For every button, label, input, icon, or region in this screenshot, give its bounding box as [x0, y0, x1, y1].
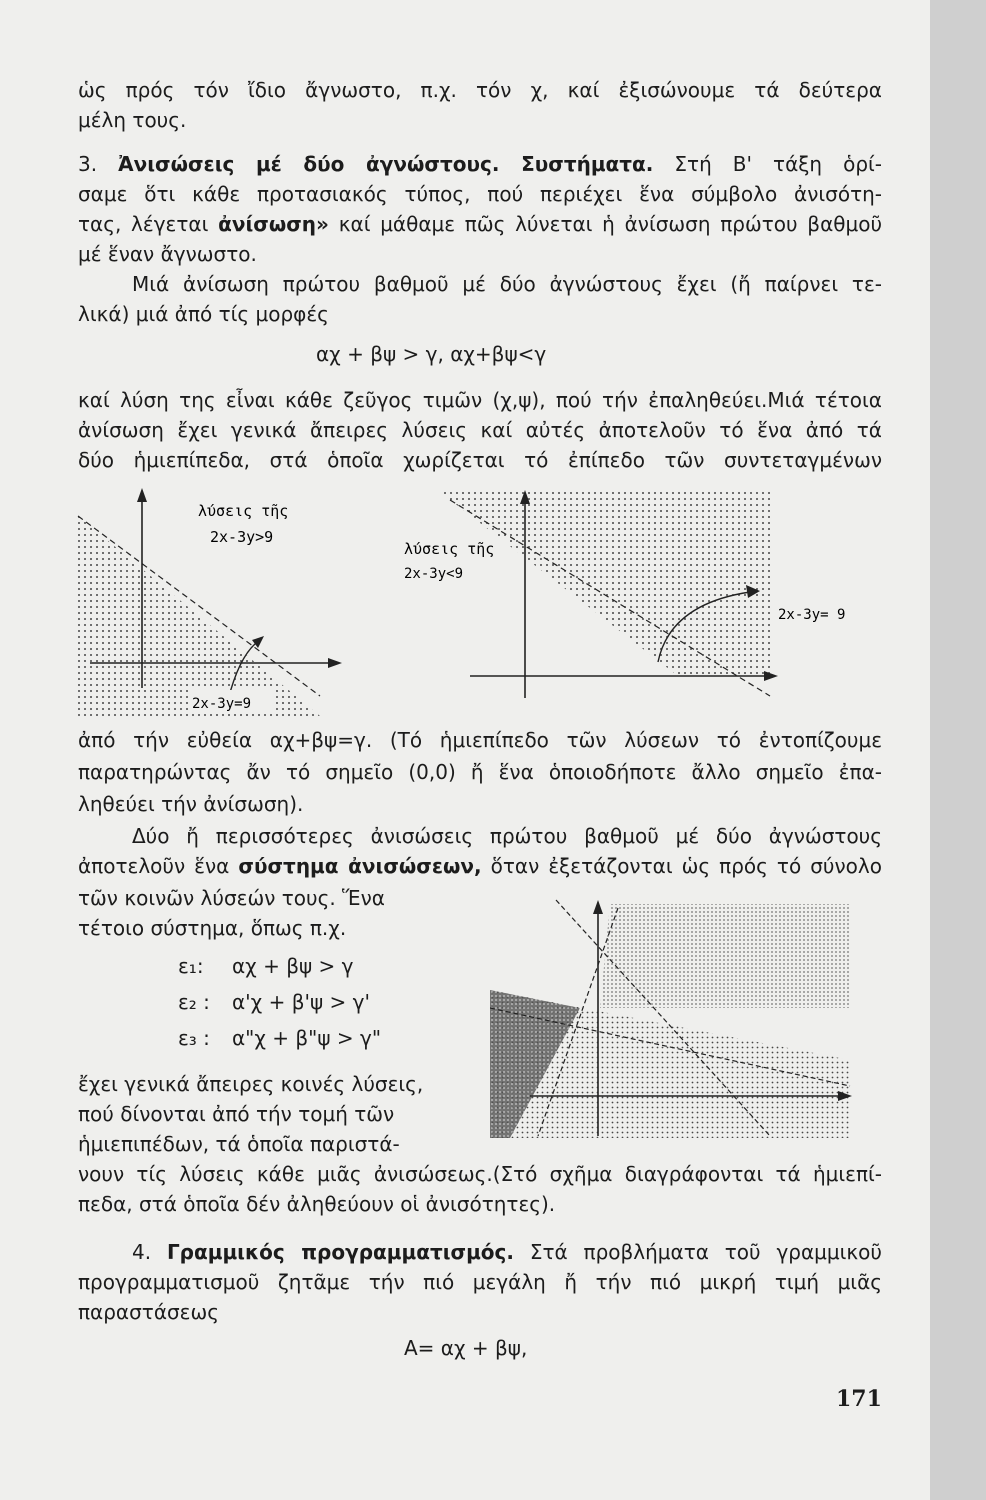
- text-line: μέ ἕναν ἄγνωστο.: [78, 242, 257, 266]
- figure-label: 2x-3y>9: [210, 528, 274, 546]
- section-3-heading-line: [78, 150, 882, 178]
- text-line: δύο ἡμιεπίπεδα, στά ὁποῖα χωρίζεται τό ἐπίπεδο τῶν συντεταγμένων: [78, 448, 882, 472]
- text-line: Δύο ἤ περισσότερες ἀνισώσεις πρώτου βαθμοῦ μέ δύο ἀγνώστους: [132, 824, 882, 848]
- text-line: προγραμματισμοῦ ζητᾶμε τήν πιό μεγάλη ἤ τήν πιό μικρή τιμή μιᾶς: [78, 1270, 882, 1294]
- x-axis-arrow-icon: [764, 671, 778, 681]
- section-number: 3.: [78, 152, 98, 176]
- line-label: 2x-3y=9: [192, 696, 252, 712]
- figure-label: λύσεις τῆς: [404, 540, 495, 558]
- text-line: καί λύση της εἶναι κάθε ζεῦγος τιμῶν (χ,ψ), πού τήν ἐπαληθεύει.Μιά τέτοια: [78, 388, 882, 412]
- right-half-plane-figure: [398, 490, 845, 698]
- text-line: ἔχει γενικά ἄπειρες κοινές λύσεις,: [78, 1072, 424, 1096]
- text-line: πεδα, στά ὁποῖα δέν ἀληθεύουν οἱ ἀνισότητες).: [78, 1192, 556, 1216]
- equation-A: Α= αχ + βψ,: [404, 1336, 528, 1360]
- section-title: Γραμμικός προγραμματισμός.: [166, 1240, 514, 1264]
- text-line: [78, 852, 882, 880]
- text-line: πού δίνονται ἀπό τήν τομή τῶν: [78, 1102, 395, 1126]
- text-line: μέλη τους.: [78, 108, 187, 132]
- text-line: ἡμιεπιπέδων, τά ὁποῖα παριστά-: [78, 1132, 400, 1156]
- system-inequality-e3: α"χ + β"ψ > γ": [232, 1026, 382, 1050]
- pointer-arrow-icon: [252, 636, 264, 648]
- text-fragment: ὅταν ἐξετάζονται ὡς πρός τό σύνολο: [490, 854, 882, 878]
- section-number: 4.: [132, 1240, 152, 1264]
- y-axis-arrow-icon: [593, 900, 603, 914]
- term-bold: ἀνίσωση»: [218, 212, 329, 236]
- text-fragment: τας, λέγεται: [78, 212, 209, 236]
- text-line: ληθεύει τήν ἀνίσωση).: [78, 792, 304, 816]
- system-inequality-e2: α'χ + β'ψ > γ': [232, 990, 370, 1014]
- text-fragment: Στή Β' τάξη ὁρί-: [674, 152, 883, 176]
- system-label-e2: ε₂ :: [178, 990, 210, 1014]
- line-label: 2x-3y= 9: [778, 607, 846, 623]
- page-number: 171: [836, 1386, 882, 1412]
- text-line: νουν τίς λύσεις κάθε μιᾶς ἀνισώσεως.(Στό σχῆμα διαγράφονται τά ἡμιεπί-: [78, 1162, 882, 1186]
- text-line: σαμε ὅτι κάθε προτασιακός τύπος, πού περιέχει ἕνα σύμβολο ἀνισότη-: [78, 182, 882, 206]
- text-line: τῶν κοινῶν λύσεών τους. Ἕνα: [78, 886, 385, 910]
- section-title: Ἀνισώσεις μέ δύο ἀγνώστους. Συστήματα.: [118, 152, 654, 176]
- text-line: τέτοιο σύστημα, ὅπως π.χ.: [78, 916, 347, 940]
- system-inequality-e1: αχ + βψ > γ: [232, 954, 354, 978]
- text-line: Μιά ἀνίσωση πρώτου βαθμοῦ μέ δύο ἀγνώστους ἔχει (ἤ παίρνει τε-: [132, 272, 882, 296]
- text-line: ὡς πρός τόν ἴδιο ἄγνωστο, π.χ. τόν χ, καί ἐξισώνουμε τά δεύτερα: [78, 78, 882, 102]
- text-line: παρατηρώντας ἄν τό σημεῖο (0,0) ἤ ἕνα ὁποιοδήποτε ἄλλο σημεῖο ἐπα-: [78, 760, 882, 784]
- text-fragment: Στά προβλήματα τοῦ γραμμικοῦ: [529, 1240, 882, 1264]
- system-label-e3: ε₃ :: [178, 1026, 210, 1050]
- y-axis-arrow-icon: [137, 488, 147, 502]
- figure-label: 2x-3y<9: [404, 566, 464, 582]
- text-line: παραστάσεως: [78, 1300, 219, 1324]
- term-bold: σύστημα ἀνισώσεων,: [238, 854, 482, 878]
- left-half-plane-figure: [78, 488, 342, 716]
- text-line: ἀνίσωση ἔχει γενικά ἄπειρες λύσεις καί αὐτές ἀποτελοῦν τό ἕνα ἀπό τά: [78, 418, 882, 442]
- half-plane-figures: [70, 478, 900, 728]
- equation-forms: αχ + βψ > γ, αχ+βψ<γ: [316, 342, 547, 366]
- shaded-region-e1: [600, 904, 850, 1008]
- text-line: [78, 210, 882, 238]
- text-line: ἀπό τήν εὐθεία αχ+βψ=γ. (Τό ἡμιεπίπεδο τῶν λύσεων τό ἐντοπίζουμε: [78, 728, 882, 752]
- shaded-region: [78, 516, 320, 716]
- page-edge-shadow: [930, 0, 986, 1500]
- system-label-e1: ε₁:: [178, 954, 204, 978]
- x-axis-arrow-icon: [328, 658, 342, 668]
- text-fragment: καί μάθαμε πῶς λύνεται ἡ ἀνίσωση πρώτου βαθμοῦ: [338, 212, 883, 236]
- section-4-heading-line: [132, 1238, 882, 1266]
- text-fragment: ἀποτελοῦν ἕνα: [78, 854, 230, 878]
- text-line: λικά) μιά ἀπό τίς μορφές: [78, 302, 329, 326]
- figure-label: λύσεις τῆς: [198, 502, 289, 520]
